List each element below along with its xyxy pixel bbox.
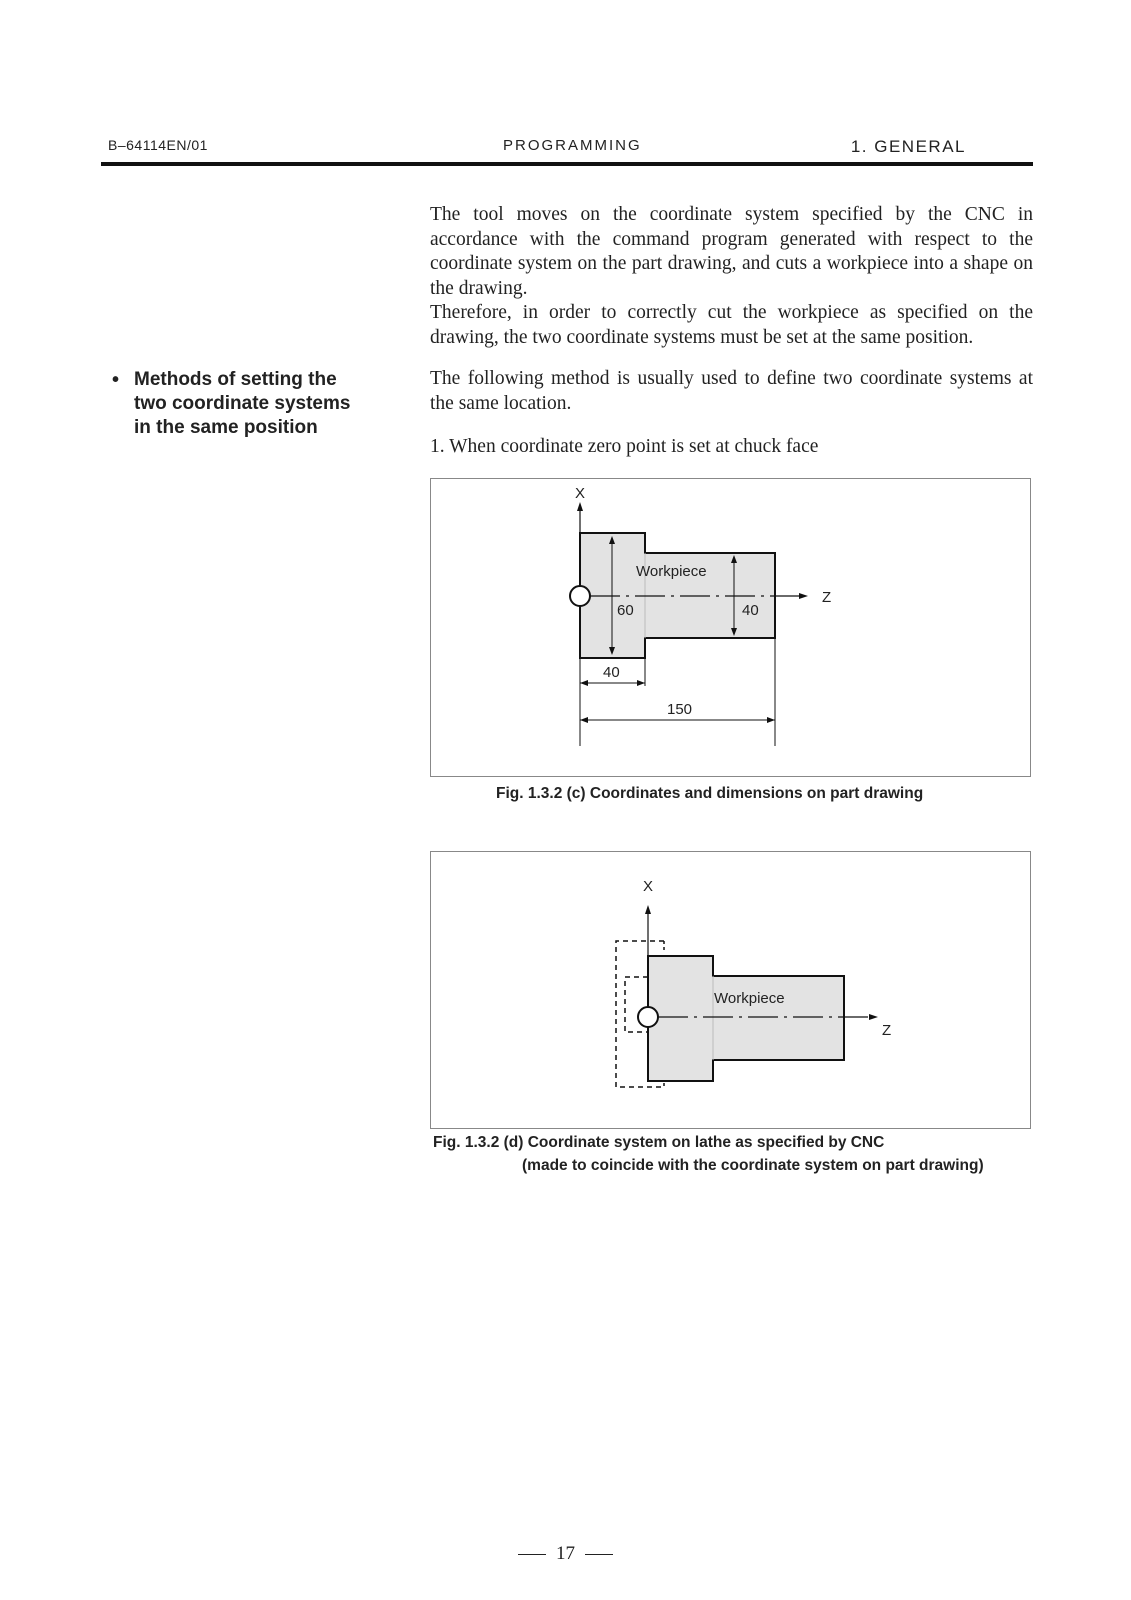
workpiece-label: Workpiece — [714, 990, 785, 1007]
arrow-icon — [767, 717, 775, 723]
side-heading-line: Methods of setting the — [134, 369, 337, 390]
page-footer — [0, 1543, 1131, 1565]
figure-d-caption: Fig. 1.3.2 (d) Coordinate system on lathe as specified by CNC — [433, 1134, 885, 1151]
z-axis-arrow-icon — [799, 593, 808, 599]
x-axis-arrow-icon — [645, 905, 651, 914]
workpiece-label: Workpiece — [636, 563, 707, 580]
arrow-icon — [580, 717, 588, 723]
chapter-title: 1. GENERAL — [850, 137, 966, 156]
workpiece-shape — [648, 956, 844, 1081]
figure-c-caption: Fig. 1.3.2 (c) Coordinates and dimensions on part drawing — [496, 785, 924, 802]
method-paragraph: The following method is usually used to define two coordinate systems at the same location. — [430, 368, 1033, 414]
dim-40-length-label: 40 — [603, 664, 620, 681]
list-item: 1. When coordinate zero point is set at chuck face — [430, 436, 819, 457]
figure-d-drawing — [430, 851, 1031, 1129]
dim-150-label: 150 — [667, 701, 693, 718]
section-title: PROGRAMMING — [503, 137, 642, 154]
header-rule — [101, 162, 1033, 166]
footer-dash — [585, 1554, 613, 1555]
dim-40-diameter-label: 40 — [742, 602, 759, 619]
x-axis-arrow-icon — [577, 502, 583, 511]
arrow-icon — [580, 680, 588, 686]
footer-dash — [518, 1554, 546, 1555]
bullet-icon: • — [112, 369, 120, 391]
figure-c-drawing — [430, 478, 1031, 777]
intro-text: The tool moves on the coordinate system specified by the CNC in accordance with the command program generated with respect to the coordinate system on the part drawing, and cuts a workpiece into a shape on the drawing. — [430, 204, 1033, 299]
figure-d — [430, 851, 1031, 1129]
origin-circle — [638, 1007, 658, 1027]
z-axis-arrow-icon — [869, 1014, 878, 1020]
z-axis-label: Z — [882, 1022, 892, 1039]
origin-circle — [570, 586, 590, 606]
side-heading-line: two coordinate systems — [134, 393, 351, 414]
intro-paragraph — [430, 203, 1033, 350]
x-axis-label: X — [643, 878, 654, 895]
therefore-text: Therefore, in order to correctly cut the workpiece as specified on the drawing, the two coordinate systems must be set at the same position. — [430, 302, 1033, 348]
arrow-icon — [637, 680, 645, 686]
z-axis-label: Z — [822, 589, 832, 606]
side-heading-line: in the same position — [134, 417, 318, 438]
x-axis-label: X — [575, 485, 586, 502]
document-number: B–64114EN/01 — [108, 137, 208, 153]
page-number: 17 — [556, 1543, 575, 1564]
figure-c — [430, 478, 1031, 777]
dim-60-label: 60 — [617, 602, 634, 619]
figure-d-caption-continued: (made to coincide with the coordinate system on part drawing) — [522, 1157, 984, 1174]
